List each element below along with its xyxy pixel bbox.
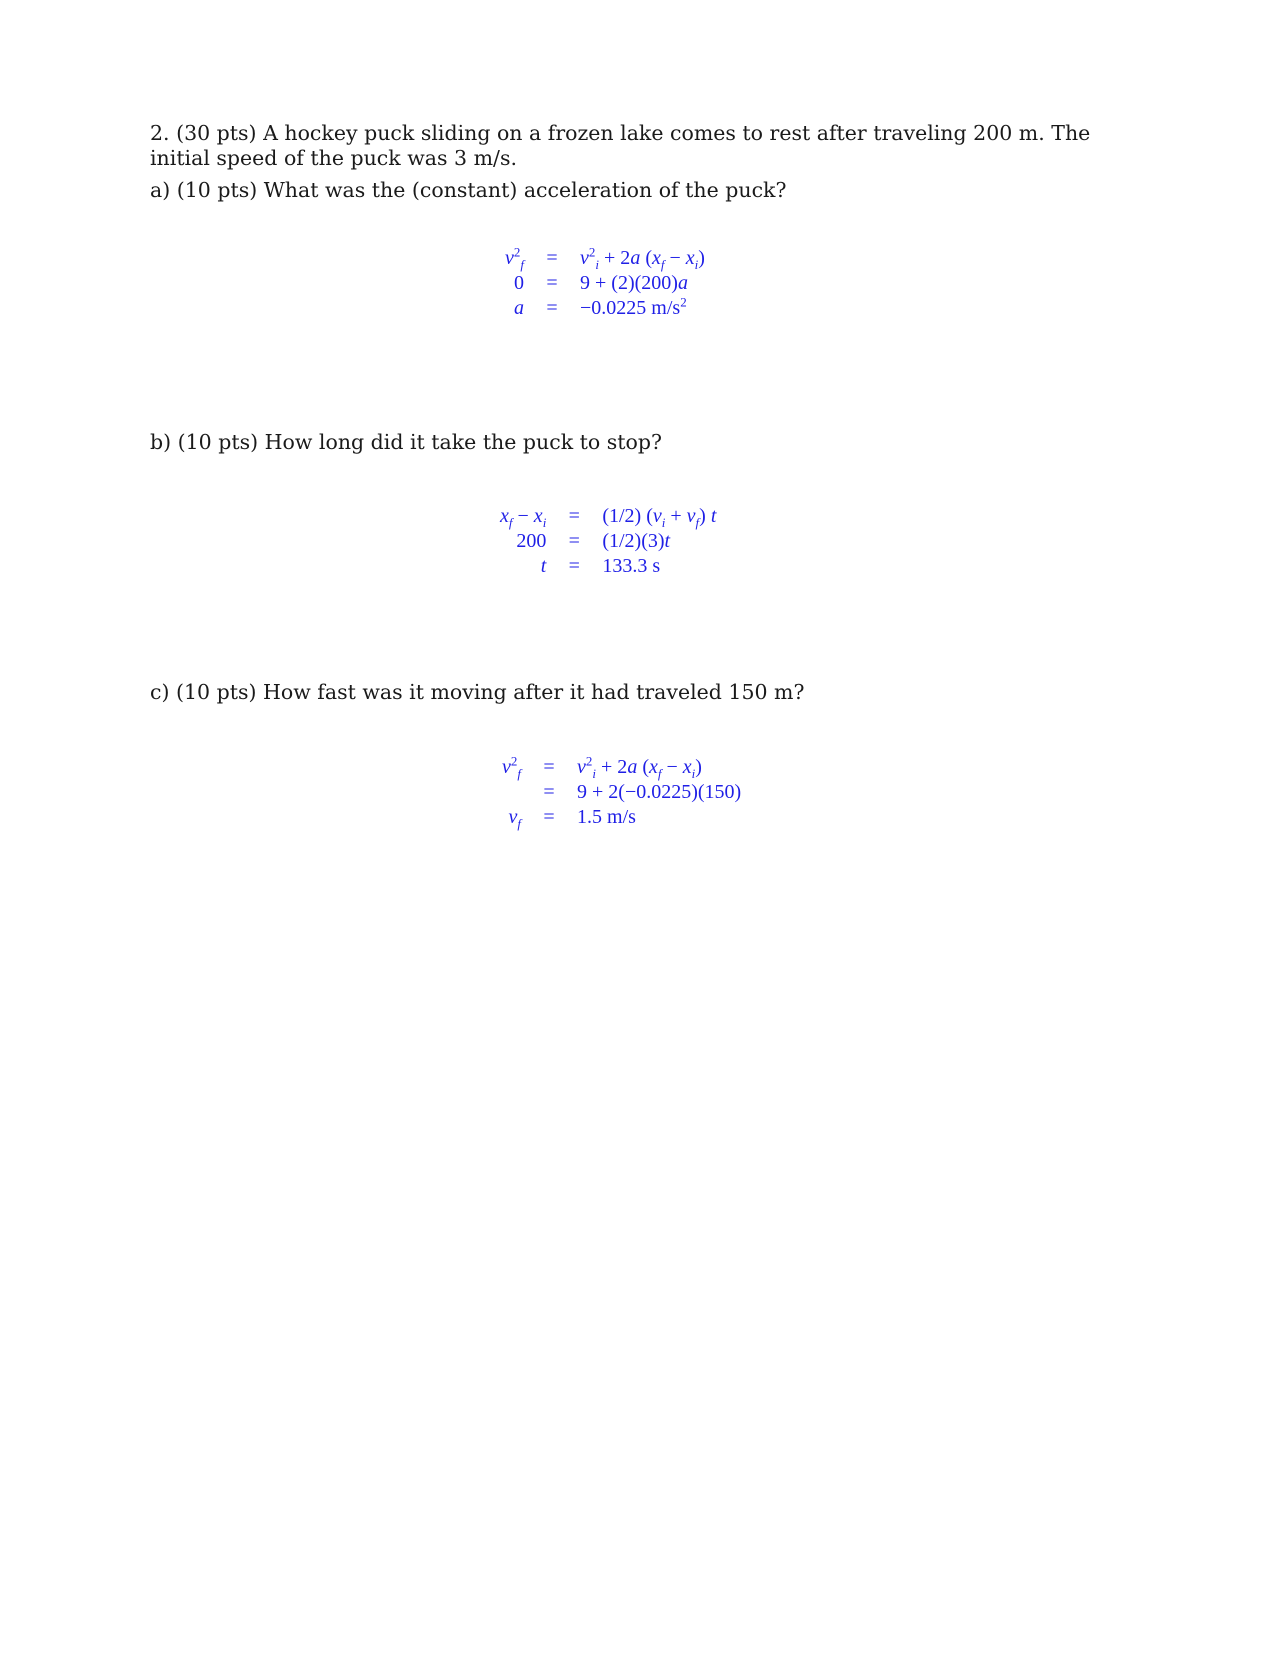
equation-lhs: 0 <box>514 272 525 294</box>
equation-lhs: a <box>514 297 525 319</box>
solution-c-row-3 <box>502 805 741 830</box>
equation-lhs: $v^2_f$ <box>505 244 525 272</box>
equation-rhs: $v^2_i + 2a$ $(x_f - x_i)$ <box>580 244 705 272</box>
problem-statement: 2. (30 pts) A hockey puck sliding on a frozen lake comes to rest after traveling 200 m. The initial speed of the puck was 3 m/s. <box>150 121 1091 170</box>
question-part-a: a) (10 pts) What was the (constant) acceleration of the puck? <box>150 178 787 202</box>
equation-rhs: 133.3 s <box>602 555 661 577</box>
equals-sign: = <box>546 272 558 294</box>
equals-sign: = <box>546 247 558 269</box>
equals-sign: = <box>568 505 580 527</box>
solution-c-equations <box>502 755 741 830</box>
solution-a-equations <box>505 246 705 321</box>
equation-rhs: (1/2) $(v_i + v_f)$ t <box>602 505 717 530</box>
solution-c-row-1 <box>502 755 741 780</box>
solution-a-row-1 <box>505 246 705 271</box>
question-part-b: b) (10 pts) How long did it take the puck to stop? <box>150 430 662 454</box>
solution-b-equations <box>500 504 716 579</box>
equation-rhs: 9 + 2(−0.0225)(150) <box>577 781 742 803</box>
equation-lhs: t <box>540 555 547 577</box>
solution-a-row-2 <box>505 271 705 296</box>
equation-rhs: $v^2_i + 2a$ $(x_f - x_i)$ <box>577 753 702 781</box>
equals-sign: = <box>546 297 558 319</box>
equation-lhs: $v_f$ <box>508 806 522 831</box>
equation-lhs <box>502 780 539 805</box>
solution-b-row-1 <box>500 504 716 529</box>
equation-rhs: 9 + (2)(200)a <box>580 272 688 294</box>
equals-sign: = <box>543 781 555 803</box>
equals-sign: = <box>543 756 555 778</box>
solution-a-row-3 <box>505 296 705 321</box>
solution-b-row-2 <box>500 529 716 554</box>
equation-lhs: $x_f - x_i$ <box>500 505 547 530</box>
equation-rhs: 1.5 m/s <box>577 806 636 828</box>
solution-b-row-3 <box>500 554 716 579</box>
equals-sign: = <box>543 806 555 828</box>
equals-sign: = <box>568 530 580 552</box>
equals-sign: = <box>568 555 580 577</box>
equation-rhs: (1/2)(3)t <box>602 530 671 552</box>
equation-lhs: $v^2_f$ <box>502 753 522 781</box>
question-part-c: c) (10 pts) How fast was it moving after it had traveled 150 m? <box>150 680 805 704</box>
solution-c-row-2 <box>502 780 741 805</box>
equation-lhs: 200 <box>516 530 547 552</box>
equation-rhs: −0.0225 $m/s^2$ <box>580 294 687 319</box>
